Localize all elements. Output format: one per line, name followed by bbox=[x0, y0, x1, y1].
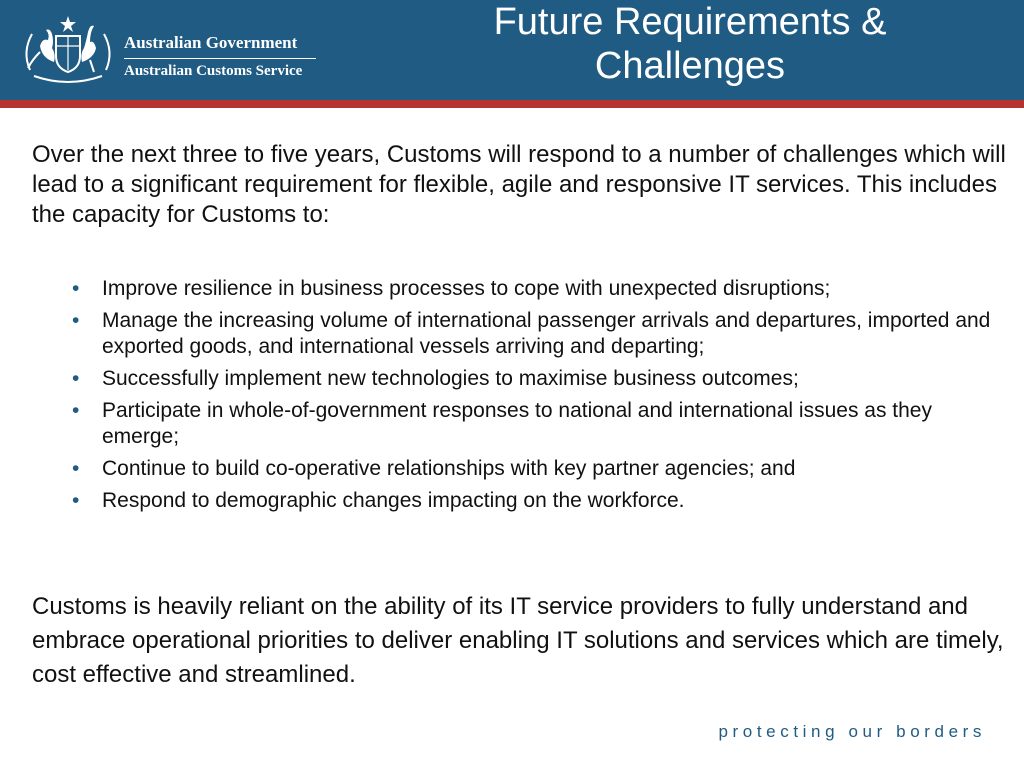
bullet-dot: • bbox=[72, 457, 80, 480]
bullet-text: Manage the increasing volume of international passenger arrivals and departures, imported and exported goods, and international vessels arriving and departing; bbox=[102, 309, 991, 358]
bullet-dot: • bbox=[72, 399, 80, 422]
org-primary-name: Australian Government bbox=[124, 33, 298, 52]
header-accent-rule bbox=[0, 100, 1024, 108]
bullet-item bbox=[72, 366, 1007, 392]
bullet-item bbox=[72, 456, 1007, 482]
slide-title-line2: Challenges bbox=[594, 45, 786, 87]
bullet-dot: • bbox=[72, 489, 80, 512]
bullet-text: Participate in whole-of-government responses to national and international issues as they emerge; bbox=[102, 399, 932, 448]
bullet-item bbox=[72, 398, 1007, 450]
slide-title-line1: Future Requirements & bbox=[493, 1, 887, 43]
bullet-text: Respond to demographic changes impacting on the workforce. bbox=[102, 489, 685, 512]
org-name-divider bbox=[124, 58, 316, 59]
bullet-item bbox=[72, 276, 1007, 302]
closing-paragraph: Customs is heavily reliant on the ability of its IT service providers to fully understand and embrace operational priorities to deliver enabling IT solutions and services which are timely, cost effective and streamlined. bbox=[32, 593, 1004, 688]
slide-title bbox=[420, 0, 960, 88]
bullet-item bbox=[72, 488, 1007, 514]
coat-of-arms-icon bbox=[20, 12, 116, 88]
government-logo bbox=[0, 0, 330, 100]
bullet-item bbox=[72, 308, 1007, 360]
intro-paragraph: Over the next three to five years, Customs will respond to a number of challenges which will lead to a significant requirement for flexible, agile and responsive IT services. This includes the capacity for Customs to: bbox=[32, 141, 1006, 228]
footer-tagline: protecting our borders bbox=[718, 722, 986, 741]
org-secondary-name: Australian Customs Service bbox=[124, 63, 303, 79]
bullet-dot: • bbox=[72, 309, 80, 332]
bullet-dot: • bbox=[72, 277, 80, 300]
bullet-text: Improve resilience in business processes to cope with unexpected disruptions; bbox=[102, 277, 831, 300]
bullet-text: Continue to build co-operative relationships with key partner agencies; and bbox=[102, 457, 796, 480]
capacity-bullet-list bbox=[72, 276, 1007, 520]
bullet-dot: • bbox=[72, 367, 80, 390]
bullet-text: Successfully implement new technologies to maximise business outcomes; bbox=[102, 367, 799, 390]
